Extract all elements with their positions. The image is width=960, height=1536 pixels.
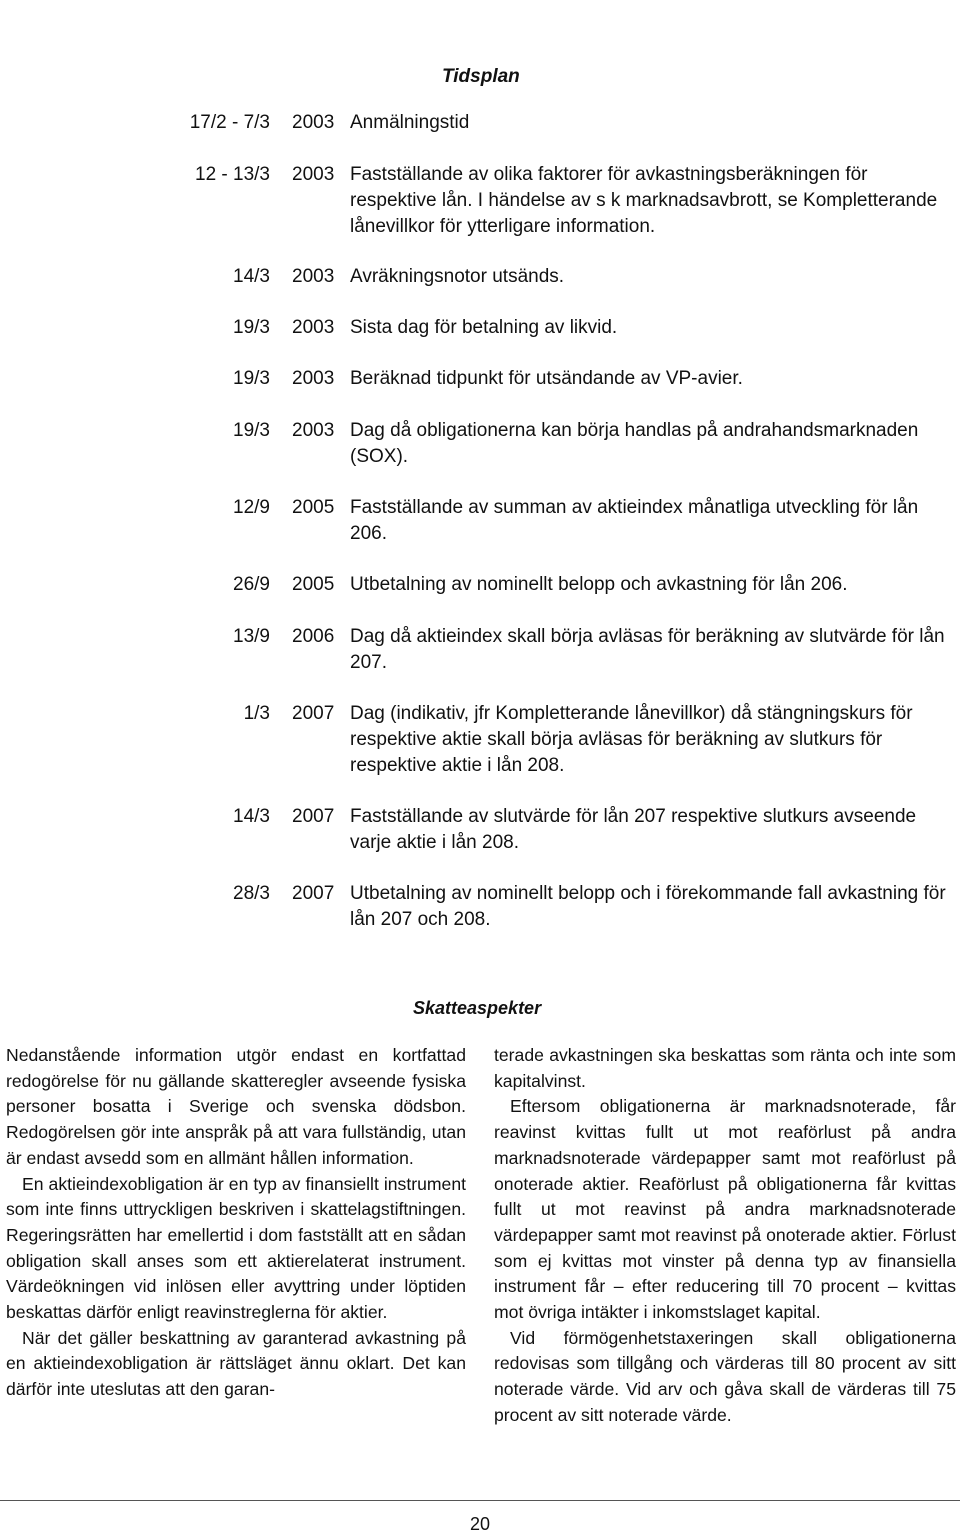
schedule-year: 2003	[292, 420, 335, 441]
schedule-year: 2003	[292, 112, 335, 133]
schedule-date: 1/3	[243, 703, 270, 724]
tax-paragraph: När det gäller beskattning av garanterad avkastning på en aktieindexobligation är rättsläget ännu oklart. Det kan därför inte uteslutas att den garan-	[6, 1327, 466, 1400]
schedule-description: Sista dag för betalning av likvid.	[350, 317, 618, 338]
tax-paragraph: En aktieindexobligation är en typ av finansiellt instrument som inte finns uttryckligen beskriven i skattelagstiftningen. Regeringsrätten har emellertid i dom fastställt att en sådan obligation skall anses som ett aktierelaterat instrument. Värdeökningen vid inlösen eller avyttring under löptiden beskattas därför enligt reavinstreglerna för aktier.	[6, 1173, 466, 1323]
tax-column-left	[6, 1043, 466, 1403]
schedule-date: 14/3	[233, 266, 270, 287]
schedule-description: Beräknad tidpunkt för utsändande av VP-avier.	[350, 368, 743, 389]
tax-paragraph: Eftersom obligationerna är marknadsnoterade, får reavinst kvittas fullt ut mot reaförlust på andra marknadsnoterade värdepapper samt mot reaförlust på onoterade aktier. Reaförlust på obligationerna får kvittas fullt ut mot reavinst på andra marknadsnoterade värdepapper samt mot reavinst på onoterade aktier. Förlust som ej kvittas mot vinster på denna typ av finansiella instrument får – efter reducering till 70 procent – kvittas mot övriga intäkter i inkomstslaget kapital.	[494, 1096, 956, 1323]
schedule-date: 17/2 - 7/3	[189, 112, 270, 133]
schedule-date: 12/9	[233, 497, 270, 518]
schedule-year: 2003	[292, 317, 335, 338]
tax-column-right	[494, 1043, 956, 1429]
skatteaspekter-heading: Skatteaspekter	[413, 998, 542, 1018]
schedule-description: Avräkningsnotor utsänds.	[350, 266, 565, 287]
schedule-year: 2007	[292, 883, 335, 904]
schedule-description: Fastställande av summan av aktieindex månatliga utveckling för lån 206.	[350, 497, 919, 544]
schedule-description: Dag (indikativ, jfr Kompletterande lånevillkor) då stängningskurs för respektive aktie skall börja avläsas för beräkning av slutkurs för respektive aktie i lån 208.	[350, 703, 913, 776]
schedule-year: 2006	[292, 626, 335, 647]
schedule-description: Fastställande av olika faktorer för avkastningsberäkningen för respektive lån. I händelse av s k marknadsavbrott, se Kompletterande lånevillkor för ytterligare information.	[350, 164, 938, 237]
schedule-description: Anmälningstid	[350, 112, 470, 133]
tidsplan-heading: Tidsplan	[442, 66, 520, 87]
schedule-description: Utbetalning av nominellt belopp och avkastning för lån 206.	[350, 574, 848, 595]
schedule-description: Utbetalning av nominellt belopp och i förekommande fall avkastning för lån 207 och 208.	[350, 883, 946, 930]
schedule-year: 2005	[292, 497, 335, 518]
schedule-year: 2007	[292, 806, 335, 827]
schedule-description: Fastställande av slutvärde för lån 207 respektive slutkurs avseende varje aktie i lån 208.	[350, 806, 917, 853]
tax-paragraph: Nedanstående information utgör endast en kortfattad redogörelse för nu gällande skatteregler avseende fysiska personer bosatta i Sverige och svenska dödsbon. Redogörelsen gör inte anspråk på att vara fullständig, utan är endast avsedd som en allmänt hållen information.	[6, 1045, 466, 1168]
tax-paragraph: terade avkastningen ska beskattas som ränta och inte som kapitalvinst.	[494, 1045, 956, 1091]
schedule-year: 2003	[292, 368, 335, 389]
schedule-date: 26/9	[233, 574, 270, 595]
schedule-description: Dag då aktieindex skall börja avläsas för beräkning av slutvärde för lån 207.	[350, 626, 945, 673]
page-number: 20	[470, 1514, 491, 1534]
footer-divider	[0, 1500, 960, 1501]
schedule-date: 14/3	[233, 806, 270, 827]
schedule-date: 28/3	[233, 883, 270, 904]
schedule-date: 13/9	[233, 626, 270, 647]
schedule-year: 2003	[292, 164, 335, 185]
schedule-year: 2007	[292, 703, 335, 724]
schedule-date: 12 - 13/3	[195, 164, 270, 185]
schedule-date: 19/3	[233, 420, 270, 441]
schedule-description: Dag då obligationerna kan börja handlas på andrahandsmarknaden (SOX).	[350, 420, 919, 467]
schedule-year: 2005	[292, 574, 335, 595]
schedule-year: 2003	[292, 266, 335, 287]
schedule-date: 19/3	[233, 368, 270, 389]
schedule-date: 19/3	[233, 317, 270, 338]
tax-paragraph: Vid förmögenhetstaxeringen skall obligationerna redovisas som tillgång och värderas till 80 procent av sitt noterade värde. Vid arv och gåva skall de värderas till 75 procent av sitt noterade värde.	[494, 1327, 956, 1425]
